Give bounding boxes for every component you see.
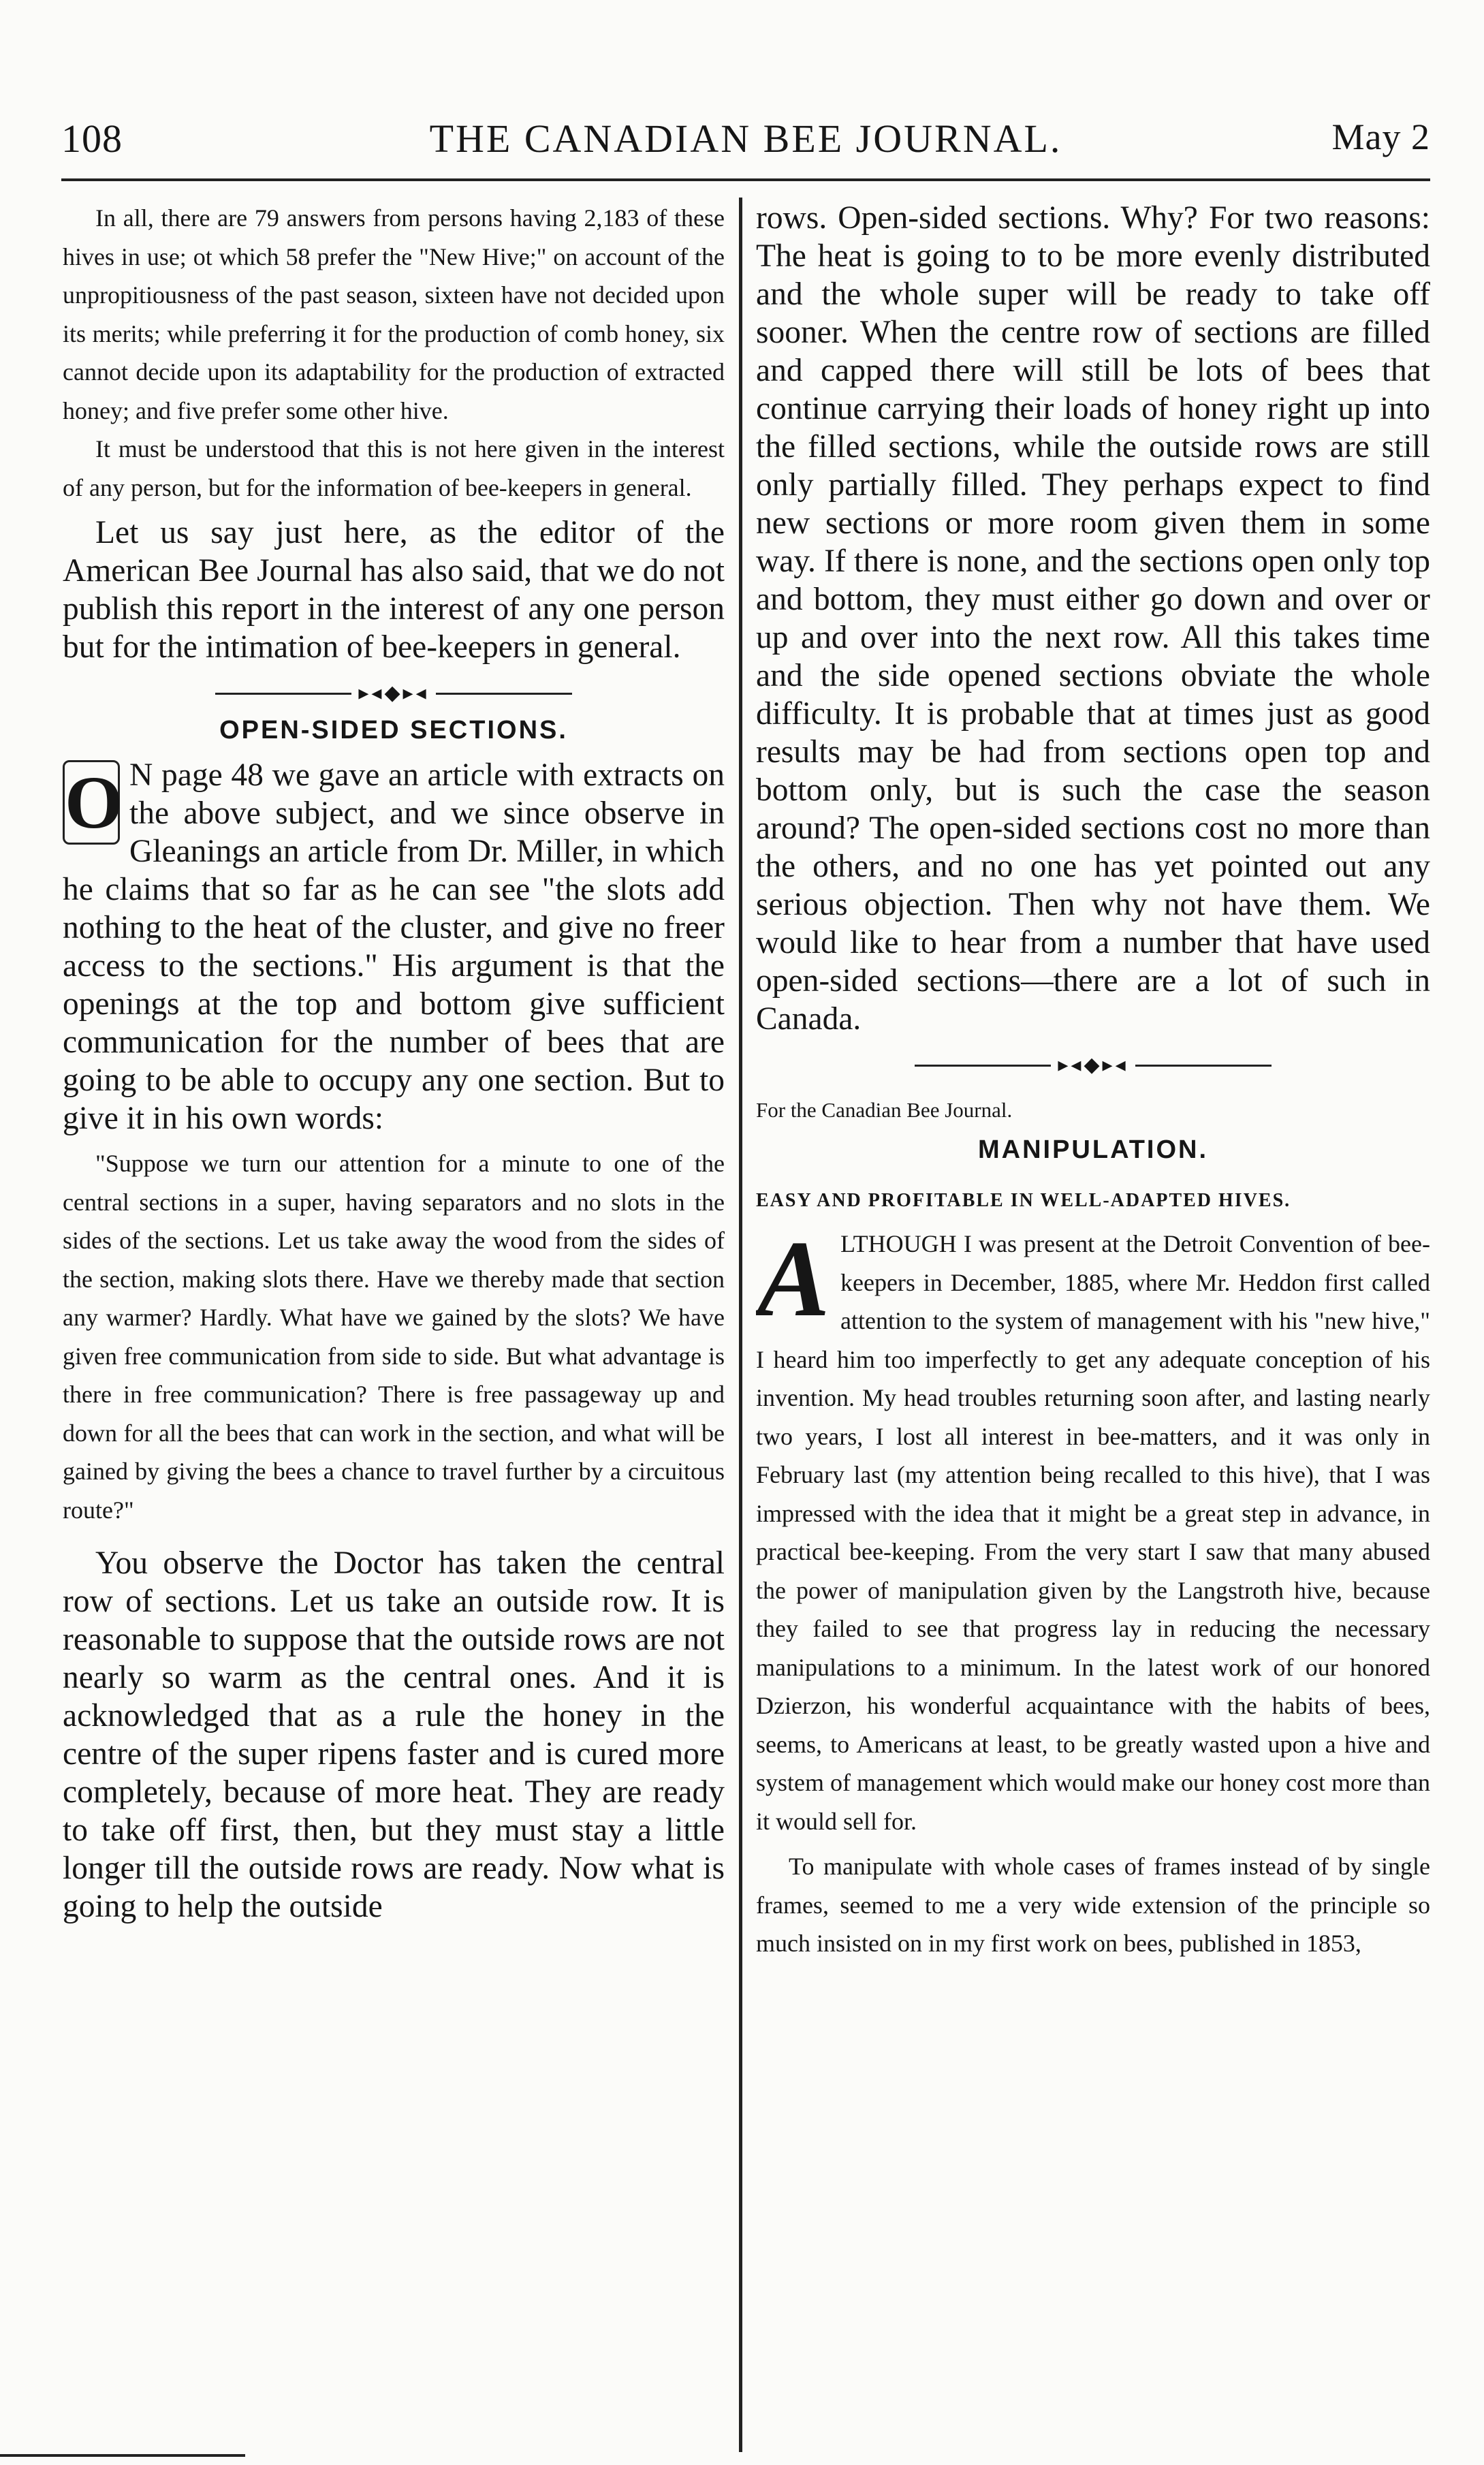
survey-paragraph: In all, there are 79 answers from persons having 2,183 of these hives in use; ot which 58 prefer the "New Hive;" on account of the unpropitiousness of the past season, sixteen have not decided upon its merits; while preferring it for the production of comb honey, six cannot decide upon its adaptability for the production of extracted honey; and five prefer some other hive. [63,204,725,424]
byline: For the Canadian Bee Journal. [756,1098,1013,1122]
header-rule [61,178,1430,181]
bottom-rule [0,2454,245,2457]
article-intro-paragraph: N page 48 we gave an article with extracts on the above subject, and we since observe in Gleanings an article from Dr. Miller, in which he claims that so far as he can see "the slots add nothing to the heat of the cluster, and give no freer access to the sections." His argument is that the openings at the top and bottom give sufficient communication for the number of bees that are going to be able to occupy any one section. But to give it in his own words: [63,757,725,1137]
column-divider [739,198,742,2452]
page-number: 108 [61,116,123,161]
page-header [61,109,1430,170]
section-heading-open-sided: OPEN-SIDED SECTIONS. [219,716,568,745]
journal-title: THE CANADIAN BEE JOURNAL. [429,116,1062,161]
editor-note-paragraph: Let us say just here, as the editor of the American Bee Journal has also said, that we do not publish this report in the interest of any one person but for the intimation of bee-keepers in general. [63,515,725,665]
manipulation-paragraph: LTHOUGH I was present at the Detroit Convention of bee-keepers in December, 1885, where Mr. Heddon first called attention to the system of management with his "new hive," I heard him too imperfectly to get any adequate conception of his invention. My head troubles returning soon after, and lasting nearly two years, I lost all interest in bee-matters, and it was only in February last (my attention being recalled to this hive), that I was impressed with the idea that it might be a great step in advance, in practical bee-keeping. From the very start I saw that many abused the power of manipulation given by the Langstroth hive, because they failed to see that progress lay in reducing the necessary manipulations to a minimum. In the latest work of our honored Dzierzon, his wonderful acquaintance with the habits of bees, seems, to Americans at least, to be greatly wasted upon a hive and system of management which would make our honey cost more than it would sell for. [756,1230,1430,1835]
drop-cap-a: A [757,1218,830,1340]
doctor-response-paragraph: You observe the Doctor has taken the central row of sections. Let us take an outside row. It is reasonable to suppose that the outside rows are not nearly so warm as the central ones. And it is acknowledged that as a rule the honey in the centre of the super ripens faster and is cured more completely, because of more heat. They are ready to take off first, then, but they must stay a little longer till the outside rows are ready. Now what is going to help the outside [63,1545,725,1925]
open-sided-continuation: rows. Open-sided sections. Why? For two reasons: The heat is going to to be more evenly distributed and the whole super will be ready to take off sooner. When the centre row of sections are filled and capped there will still be lots of bees that continue carrying their loads of honey right up into the filled sections, while the outside rows are still only partially filled. They perhaps expect to find new sections or more room given them in some way. If there is none, and the sections open only top and bottom, they must either go down and over or up and over into the next row. All this takes time and the side opened sections obviate the whole difficulty. It is probable that at times just as good results may be had from sections open top and bottom only, but is such the case the season around? The open-sided sections cost no more than the others, and no one has yet pointed out any serious objection. Then why not have them. We would like to hear from a number that have used open-sided sections—there are a lot of such in Canada. [756,200,1430,1037]
disclaimer-paragraph: It must be understood that this is not here given in the interest of any person, but for the information of bee-keepers in general. [63,435,725,501]
whole-cases-paragraph: To manipulate with whole cases of frames instead of by single frames, seemed to me a very wide extension of the principle so much insisted on in my first work on bees, published in 1853, [756,1853,1430,1958]
issue-date: May 2 [1331,116,1430,157]
drop-cap-o: O [63,760,120,845]
section-separator-right: ▸◂◆▸◂ [756,1050,1430,1079]
section-subtitle: EASY AND PROFITABLE IN WELL-ADAPTED HIVES. [756,1190,1291,1212]
section-separator: ▸◂◆▸◂ [63,678,725,707]
miller-quote: "Suppose we turn our attention for a minute to one of the central sections in a super, having separators and no slots in the sides of the sections. Let us take away the wood from the sides of the section, making slots there. Have we thereby made that section any warmer? Hardly. What have we gained by the slots? We have given free communication from side to side. But what advantage is there in free communication? There is free passageway up and down for all the bees that can work in the section, and what will be gained by giving the bees a chance to travel further by a circuitous route?" [63,1150,725,1524]
right-column [756,199,1430,2460]
left-column [63,199,725,2460]
section-heading-manipulation: MANIPULATION. [977,1135,1209,1165]
